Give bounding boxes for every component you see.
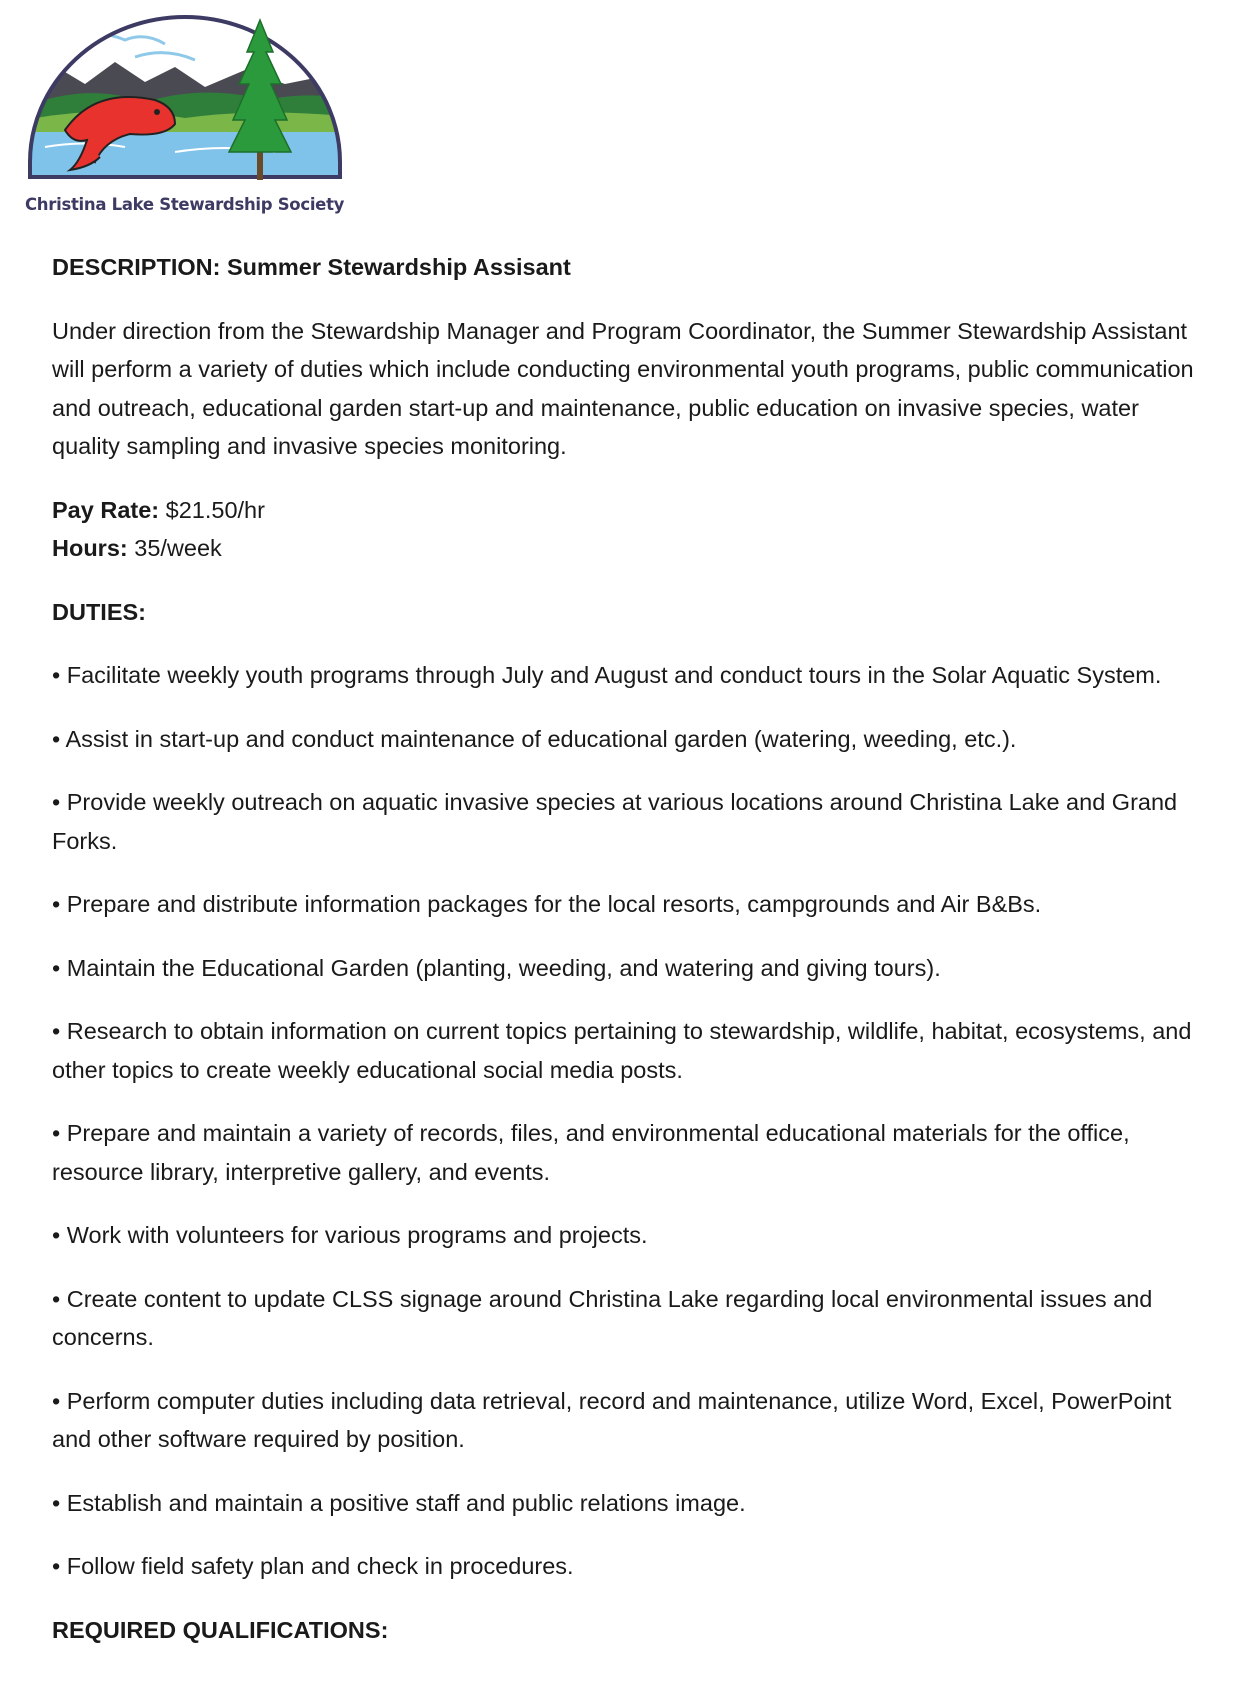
pay-rate-value: $21.50/hr — [159, 496, 265, 523]
logo-caption: Christina Lake Stewardship Society — [25, 195, 345, 214]
description-heading: DESCRIPTION: Summer Stewardship Assisant — [52, 254, 571, 280]
duty-item: • Create content to update CLSS signage around Christina Lake regarding local environmental issues and concerns. — [52, 1285, 1153, 1350]
description-body: Under direction from the Stewardship Manager and Program Coordinator, the Summer Stewardship Assistant will perform a variety of duties which include conducting environmental youth programs, public communication and outreach, educational garden start-up and maintenance, public education on invasive species, water quality sampling and invasive species monitoring. — [52, 317, 1194, 459]
pay-rate-label: Pay Rate: — [52, 496, 160, 523]
hours-value: 35/week — [127, 535, 222, 561]
duty-item: • Prepare and maintain a variety of records, files, and environmental educational materials for the office, resource library, interpretive gallery, and events. — [52, 1120, 1130, 1185]
duties-list — [52, 656, 1212, 1586]
duty-item: • Perform computer duties including data retrieval, record and maintenance, utilize Word, Excel, PowerPoint and other software required by position. — [52, 1387, 1172, 1452]
duty-item: • Provide weekly outreach on aquatic invasive species at various locations around Christina Lake and Grand Forks. — [52, 789, 1178, 854]
duty-item: • Research to obtain information on current topics pertaining to stewardship, wildlife, habitat, ecosystems, and other topics to create weekly educational social media posts. — [52, 1018, 1192, 1083]
duty-item: • Facilitate weekly youth programs through July and August and conduct tours in the Solar Aquatic System. — [52, 662, 1162, 688]
duty-item: • Maintain the Educational Garden (planting, weeding, and watering and giving tours). — [52, 954, 941, 981]
pay-info — [52, 491, 1212, 568]
hours-label: Hours: — [52, 535, 128, 561]
duties-heading: DUTIES: — [52, 598, 146, 625]
society-logo — [25, 12, 355, 222]
job-description — [52, 248, 1212, 1674]
duty-item: • Assist in start-up and conduct maintenance of educational garden (watering, weeding, etc.). — [52, 725, 1017, 752]
qualifications-heading: REQUIRED QUALIFICATIONS: — [52, 1616, 389, 1643]
pay-rate-line — [52, 491, 1212, 530]
hours-line — [52, 529, 1212, 568]
duty-item: • Work with volunteers for various programs and projects. — [52, 1222, 648, 1248]
duty-item: • Prepare and distribute information packages for the local resorts, campgrounds and Air B&Bs. — [52, 891, 1042, 917]
logo-emblem-icon — [25, 12, 345, 197]
duty-item: • Follow field safety plan and check in procedures. — [52, 1553, 574, 1579]
duty-item: • Establish and maintain a positive staff and public relations image. — [52, 1489, 746, 1516]
